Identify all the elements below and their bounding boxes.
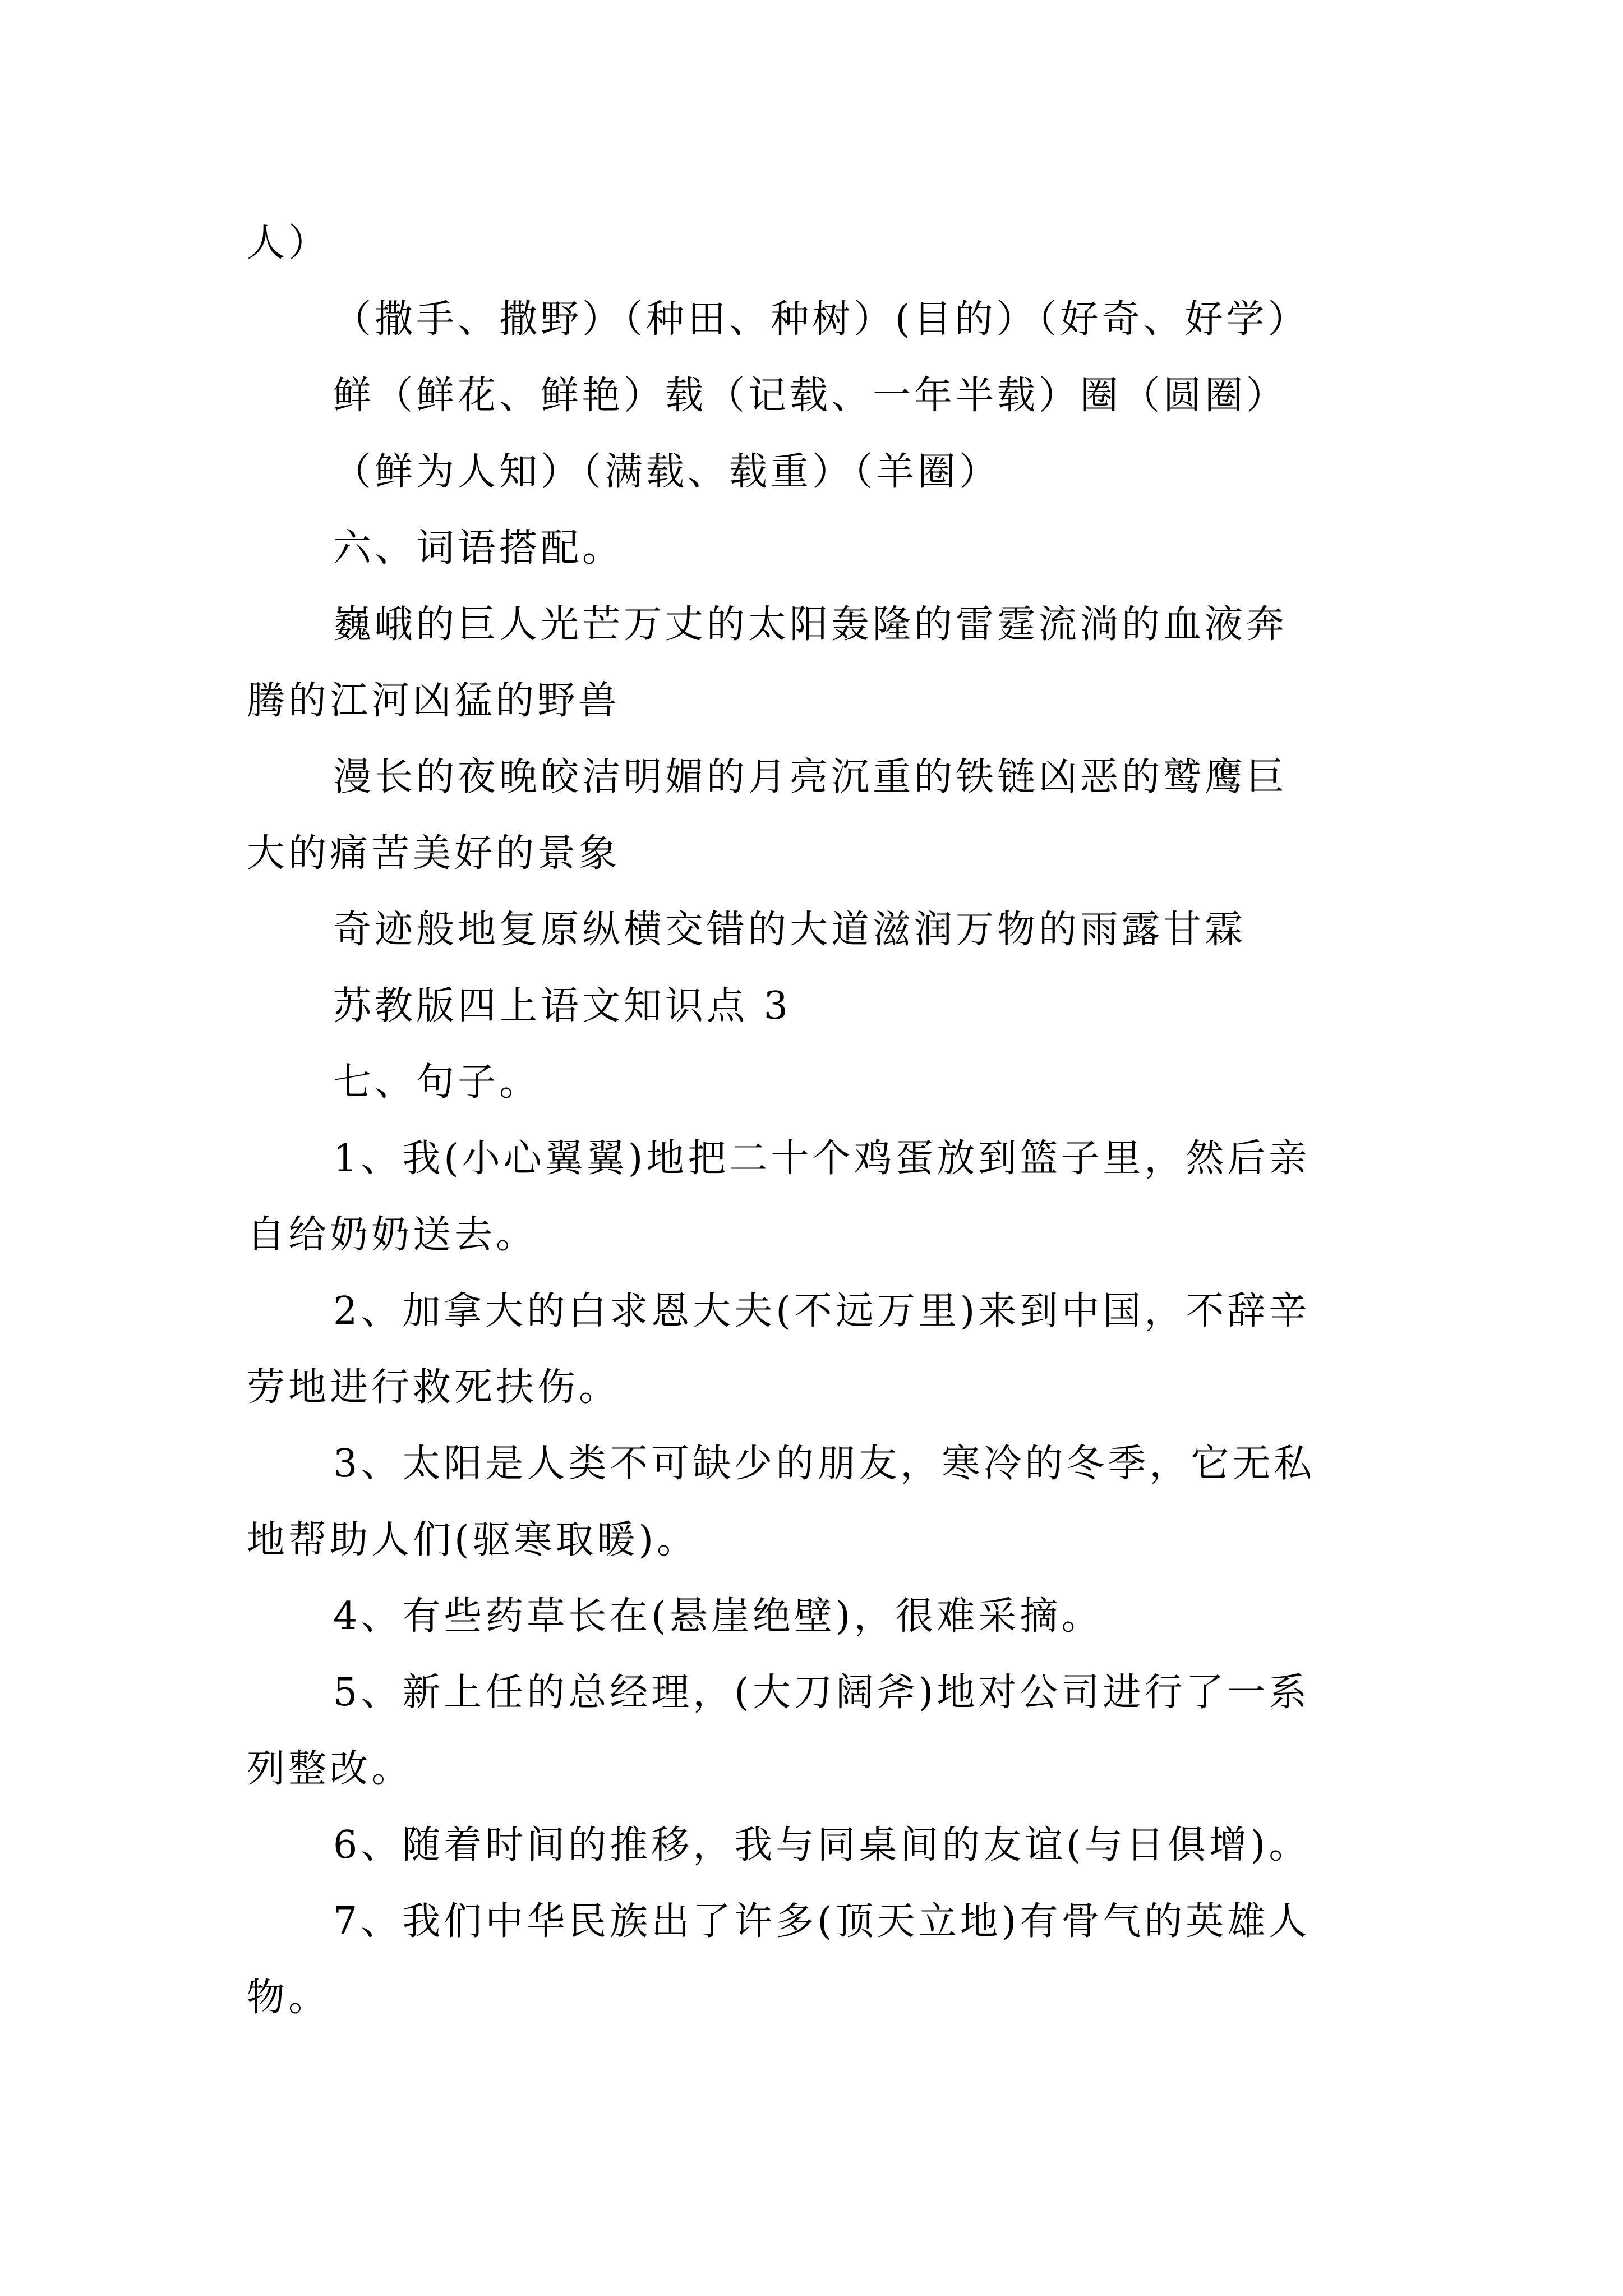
text-line: 大的痛苦美好的景象 <box>247 831 621 876</box>
text-line: 列整改。 <box>247 1747 413 1791</box>
text-line: 1、我(小心翼翼)地把二十个鸡蛋放到篮子里，然后亲 <box>333 1137 1311 1181</box>
text-line: 人） <box>247 221 330 265</box>
text-line: 6、随着时间的推移，我与同桌间的友谊(与日俱增)。 <box>333 1823 1311 1867</box>
text-line: 鲜（鲜花、鲜艳）载（记载、一年半载）圈（圆圈） <box>333 374 1288 418</box>
text-line: 地帮助人们(驱寒取暖)。 <box>247 1518 699 1562</box>
text-line: 4、有些药草长在(悬崖绝壁)，很难采摘。 <box>333 1594 1103 1639</box>
text-line: 劳地进行救死扶伤。 <box>247 1365 621 1410</box>
text-line: 漫长的夜晚皎洁明媚的月亮沉重的铁链凶恶的鹫鹰巨 <box>333 755 1288 799</box>
text-line: 腾的江河凶猛的野兽 <box>247 679 621 723</box>
text-line: （鲜为人知）（满载、载重）（羊圈） <box>333 450 1001 494</box>
text-line: 7、我们中华民族出了许多(顶天立地)有骨气的英雄人 <box>333 1899 1311 1944</box>
text-line: 巍峨的巨人光芒万丈的太阳轰隆的雷霆流淌的血液奔 <box>333 602 1288 647</box>
text-line: 3、太阳是人类不可缺少的朋友，寒冷的冬季，它无私 <box>333 1442 1316 1486</box>
section-heading: 七、句子。 <box>333 1060 541 1105</box>
text-line: 2、加拿大的白求恩大夫(不远万里)来到中国，不辞辛 <box>333 1289 1311 1333</box>
text-line: 5、新上任的总经理，(大刀阔斧)地对公司进行了一系 <box>333 1671 1311 1715</box>
text-line: 奇迹般地复原纵横交错的大道滋润万物的雨露甘霖 <box>333 908 1247 952</box>
text-line: 物。 <box>247 1976 330 2020</box>
section-heading: 苏教版四上语文知识点 3 <box>333 984 791 1028</box>
text-line: 自给奶奶送去。 <box>247 1213 538 1257</box>
section-heading: 六、词语搭配。 <box>333 526 624 570</box>
text-line: （撒手、撒野）（种田、种树）(目的）（好奇、好学） <box>333 297 1310 342</box>
